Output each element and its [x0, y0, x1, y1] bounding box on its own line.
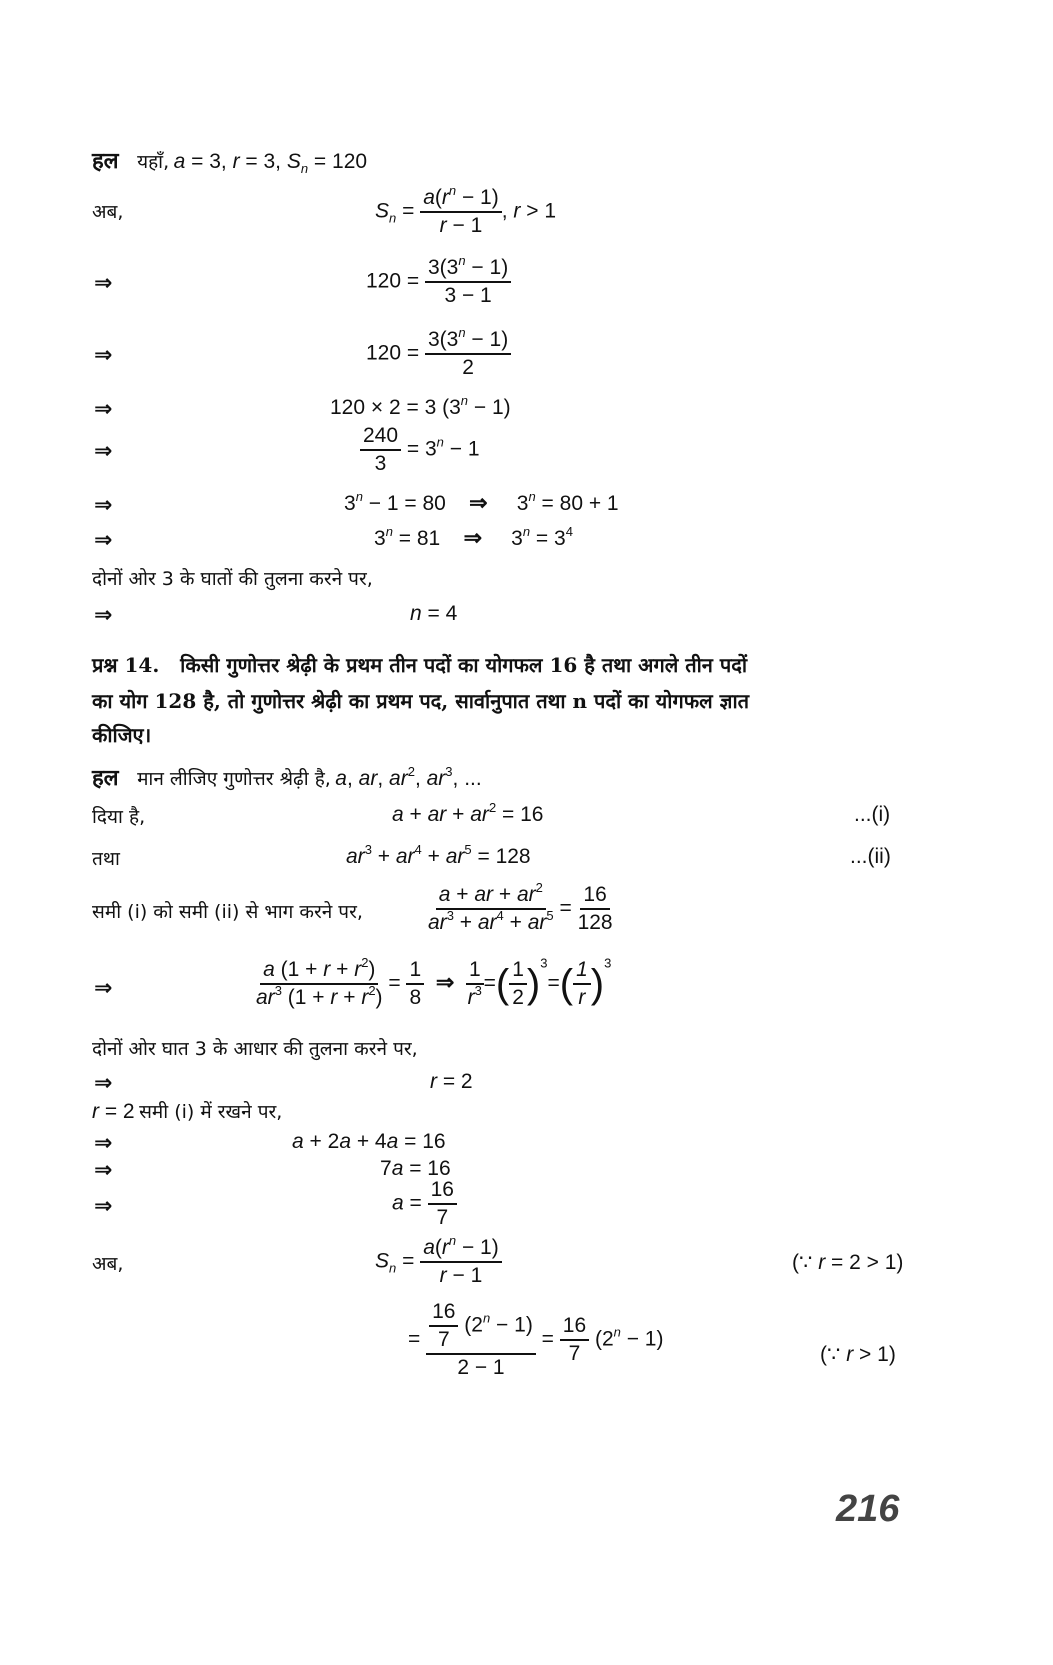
implies-icon: ⇒ [94, 1130, 113, 1155]
implies-icon: ⇒ [94, 1070, 113, 1095]
implies-icon: ⇒ [94, 1157, 113, 1182]
n-result: n = 4 [410, 602, 458, 625]
step-4: $\frac{240}{3}$ = $3^n - 1$ [360, 424, 480, 476]
equation-ii-tag: ...(ii) [850, 845, 891, 868]
r-result: r = 2 [430, 1070, 473, 1093]
sn-final: = $\frac{16}{7}$ $(2^n - 1)$ 2 − 1 = $\frac{16}{7}$ $(2^n - 1)$ [408, 1300, 664, 1379]
ab-label-2: अब, [92, 1253, 124, 1275]
equation-i-tag: ...(i) [854, 803, 891, 826]
question-label: प्रश्न 14. [92, 653, 160, 677]
solution-14-intro: हल मान लीजिए गुणोत्तर श्रेढ़ी है, a, ar, $ar^2$, $ar^3$, ... [92, 764, 482, 791]
step-a2: 7a = 16 [380, 1157, 451, 1180]
page-number: 216 [836, 1488, 900, 1530]
solution-13-heading: हल यहाँ, a = 3, r = 3, $S_n = 120$ [92, 149, 368, 176]
step-a1: a + 2a + 4a = 16 [292, 1130, 446, 1153]
implies-icon: ⇒ [94, 1193, 113, 1218]
sn-formula: $S_n$ = $\frac{a(r^n - 1)}{r - 1}$ , r > 1 [375, 183, 557, 237]
tatha-label: तथा [92, 848, 120, 870]
question-14-line-2: का योग 128 है, तो गुणोत्तर श्रेढ़ी का प्रथम पद, सार्वानुपात तथा n पदों का योगफल ज्ञात [92, 689, 750, 713]
compare-powers-text: दोनों ओर 3 के घातों की तुलना करने पर, [92, 568, 373, 590]
implies-icon: ⇒ [94, 975, 113, 1000]
given-values: यहाँ, [137, 151, 170, 173]
question-14-line-3: कीजिए। [92, 723, 152, 747]
implies-icon: ⇒ [94, 396, 113, 421]
divide-equation: $\frac{a + ar + ar^2}{ar^3 + ar^4 + ar^5}$ = $\frac{16}{128}$ [428, 880, 613, 934]
sn-formula-2: $S_n$ = $\frac{a(r^n - 1)}{r - 1}$ [375, 1236, 502, 1288]
step-5: $3^n - 1 = 80$ ⇒ $3^n = 80 + 1$ [344, 489, 619, 515]
implies-icon: ⇒ [94, 492, 113, 517]
simplify-equation: $\frac{a (1 + r + r^2)}{ar^3 (1 + r + r^2)}$ = $\frac{1}{8}$ ⇒ $\frac{1}{r^3}$ =( $\frac{1}{2}$ )$^3$=( $\frac{1}{r}$ )$^3$ [256, 955, 612, 1009]
implies-icon: ⇒ [94, 438, 113, 463]
sn-note: (∵ r = 2 > 1) [792, 1251, 904, 1274]
implies-icon: ⇒ [94, 342, 113, 367]
step-3: 120 × 2 = 3 $(3^n - 1)$ [330, 393, 511, 419]
step-a3: a = $\frac{16}{7}$ [392, 1178, 457, 1230]
question-14-line-1: प्रश्न 14. किसी गुणोत्तर श्रेढ़ी के प्रथम तीन पदों का योगफल 16 है तथा अगले तीन पदों [92, 653, 748, 677]
step-1: 120 = $\frac{3(3^n - 1)}{3 - 1}$ [366, 256, 511, 308]
step-6: $3^n = 81$ ⇒ $3^n = 3^4$ [374, 524, 573, 550]
equation-ii: $ar^3 + ar^4 + ar^5 = 128$ [346, 842, 531, 868]
sn-final-note: (∵ r > 1) [820, 1343, 896, 1366]
compare-base-text: दोनों ओर घात 3 के आधार की तुलना करने पर, [92, 1038, 418, 1060]
implies-icon: ⇒ [94, 602, 113, 627]
ab-label: अब, [92, 201, 124, 223]
implies-icon: ⇒ [94, 270, 113, 295]
substitute-text: r = 2 समी (i) में रखने पर, [92, 1100, 283, 1123]
implies-icon: ⇒ [94, 527, 113, 552]
equation-i: a + ar + $ar^2 = 16$ [392, 800, 544, 826]
divide-text: समी (i) को समी (ii) से भाग करने पर, [92, 901, 363, 923]
solution-label: हल [92, 766, 119, 791]
given-label: दिया है, [92, 806, 146, 828]
solution-label: हल [92, 149, 119, 174]
step-2: 120 = $\frac{3(3^n - 1)}{2}$ [366, 328, 511, 380]
